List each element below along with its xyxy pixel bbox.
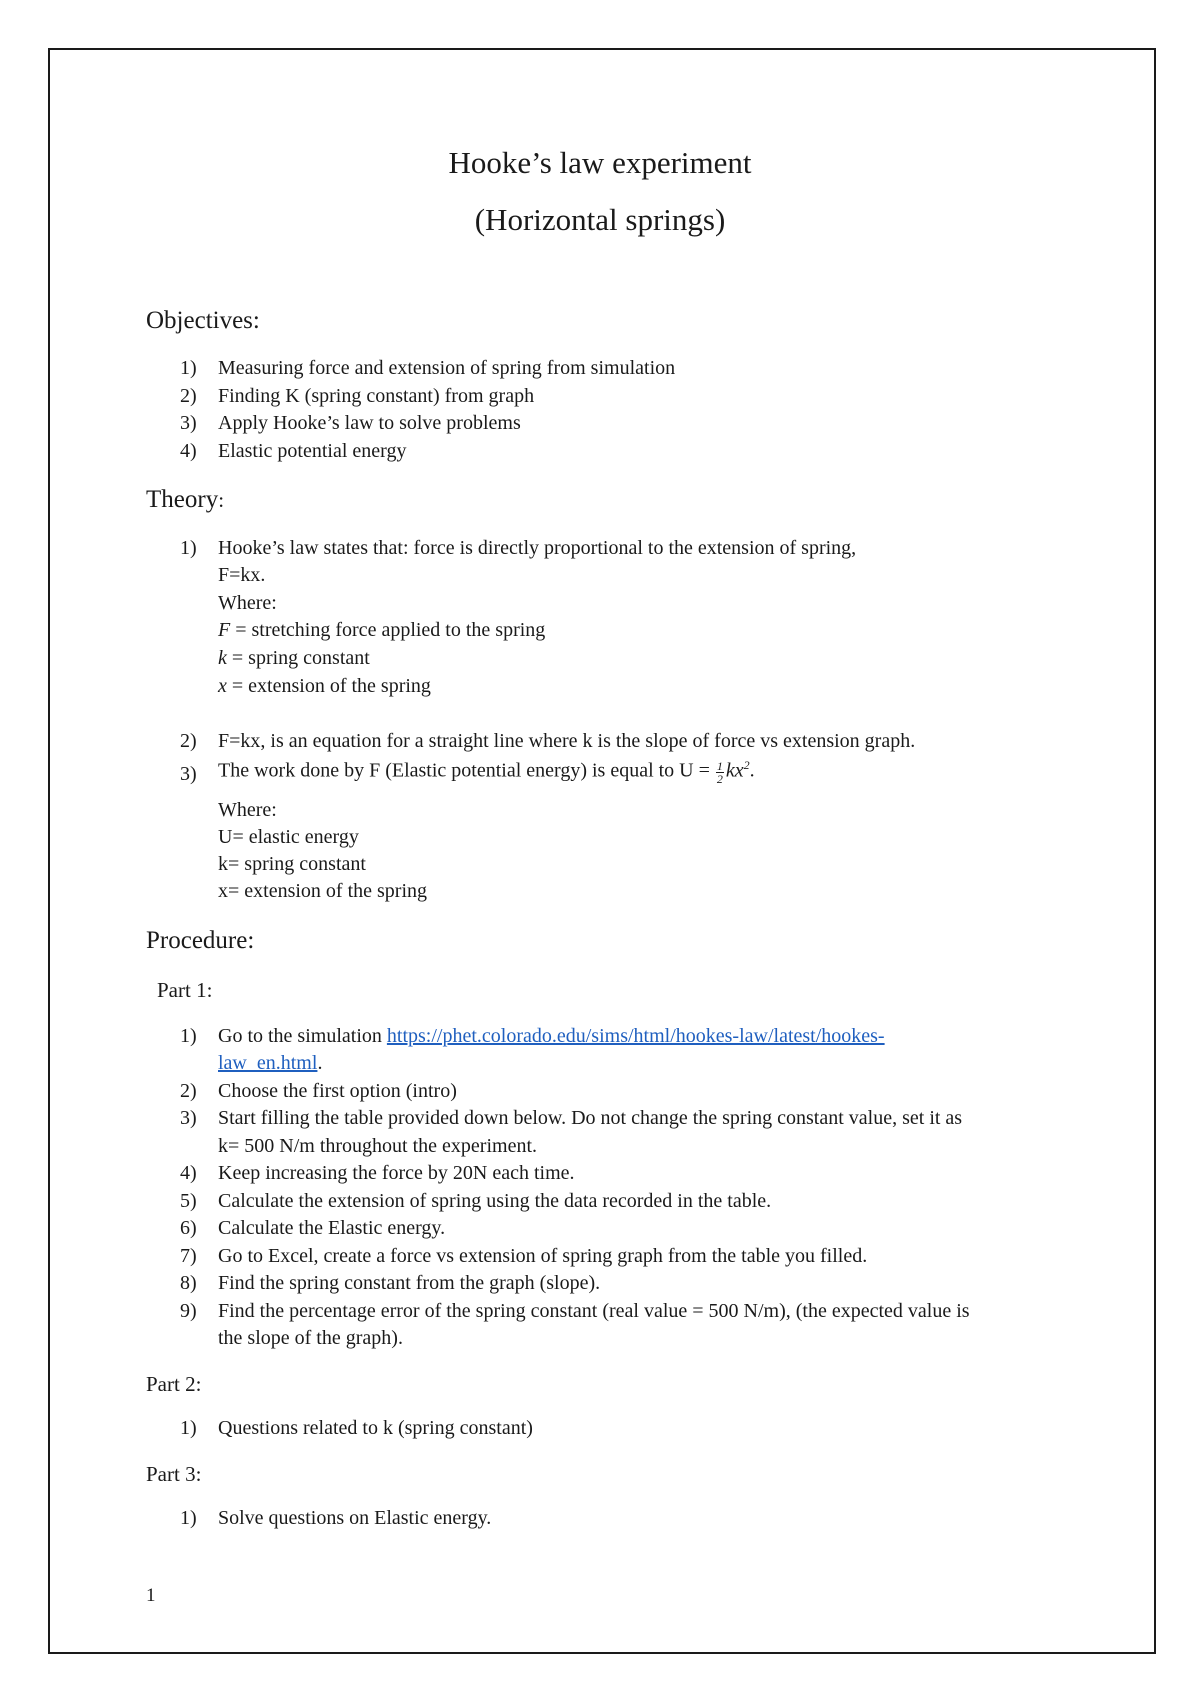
simulation-instruction: Go to the simulation https://phet.colorado.edu/sims/html/hookes-law/latest/hookes- (218, 1025, 885, 1047)
objective-number: 1) (180, 357, 197, 379)
simulation-link[interactable]: law_en.html (218, 1052, 318, 1074)
theory-item-number: 2) (180, 730, 197, 752)
objective-item: Apply Hooke’s law to solve problems (218, 412, 521, 434)
objective-item: Elastic potential energy (218, 440, 407, 462)
procedure-item-number: 9) (180, 1300, 197, 1322)
theory-heading: Theory: (146, 486, 225, 513)
simulation-link[interactable]: https://phet.colorado.edu/sims/html/hookes-law/latest/hookes- (386, 1025, 885, 1047)
definition-elastic-energy: U= elastic energy (218, 826, 359, 848)
document-subtitle: (Horizontal springs) (474, 202, 726, 237)
procedure-item-number: 2) (180, 1080, 197, 1102)
procedure-item: Go to Excel, create a force vs extension of spring graph from the table you filled. (218, 1245, 868, 1267)
procedure-item: Solve questions on Elastic energy. (218, 1507, 492, 1529)
objective-item: Finding K (spring constant) from graph (218, 385, 535, 407)
procedure-item: Keep increasing the force by 20N each time. (218, 1162, 575, 1184)
procedure-item: Find the spring constant from the graph (slope). (218, 1272, 601, 1294)
procedure-item-cont: the slope of the graph). (218, 1327, 403, 1349)
definition-force: F = stretching force applied to the spring (218, 619, 546, 641)
definition-spring-constant: k = spring constant (218, 647, 370, 669)
definition-extension: x= extension of the spring (218, 880, 428, 902)
procedure-item-number: 1) (180, 1417, 197, 1439)
objective-number: 3) (180, 412, 197, 434)
procedure-item-number: 8) (180, 1272, 197, 1294)
procedure-item-number: 1) (180, 1025, 197, 1047)
procedure-item-number: 4) (180, 1162, 197, 1184)
definition-spring-constant: k= spring constant (218, 853, 366, 875)
procedure-heading: Procedure: (146, 927, 255, 954)
part2-label: Part 2: (146, 1372, 202, 1396)
procedure-item: Find the percentage error of the spring constant (real value = 500 N/m), (the expected value is (218, 1300, 970, 1322)
where-label: Where: (218, 799, 277, 821)
part1-label: Part 1: (157, 978, 213, 1002)
objectives-heading: Objectives: (146, 307, 260, 334)
procedure-item: Choose the first option (intro) (218, 1080, 457, 1102)
page-border (48, 48, 1156, 1654)
part3-label: Part 3: (146, 1462, 202, 1486)
objective-number: 4) (180, 440, 197, 462)
definition-extension: x = extension of the spring (218, 675, 431, 697)
objective-number: 2) (180, 385, 197, 407)
where-label: Where: (218, 592, 277, 614)
procedure-item-number: 1) (180, 1507, 197, 1529)
theory-item-number: 1) (180, 537, 197, 559)
page-number: 1 (146, 1585, 156, 1606)
hookes-law-formula: F=kx. (218, 564, 266, 586)
procedure-item-number: 5) (180, 1190, 197, 1212)
straight-line-statement: F=kx, is an equation for a straight line where k is the slope of force vs extension graph. (218, 730, 916, 752)
one-half-fraction: $\frac{1}{2}$ (716, 758, 723, 786)
simulation-instruction-cont: law_en.html. (218, 1052, 323, 1074)
procedure-item-number: 6) (180, 1217, 197, 1239)
procedure-item: Calculate the extension of spring using the data recorded in the table. (218, 1190, 772, 1212)
hookes-law-statement: Hooke’s law states that: force is directly proportional to the extension of spring, (218, 537, 857, 559)
procedure-item-number: 7) (180, 1245, 197, 1267)
objective-item: Measuring force and extension of spring from simulation (218, 357, 676, 379)
procedure-item: Questions related to k (spring constant) (218, 1417, 533, 1439)
procedure-item: Calculate the Elastic energy. (218, 1217, 446, 1239)
procedure-item-number: 3) (180, 1107, 197, 1129)
document-title: Hooke’s law experiment (448, 145, 752, 180)
procedure-item-cont: k= 500 N/m throughout the experiment. (218, 1135, 538, 1157)
theory-item-number: 3) (180, 763, 197, 785)
elastic-energy-statement: The work done by F (Elastic potential energy) is equal to U = $\frac{1}{2}$ $kx^2$. (218, 758, 755, 786)
procedure-item: Start filling the table provided down below. Do not change the spring constant value, set it as (218, 1107, 963, 1129)
